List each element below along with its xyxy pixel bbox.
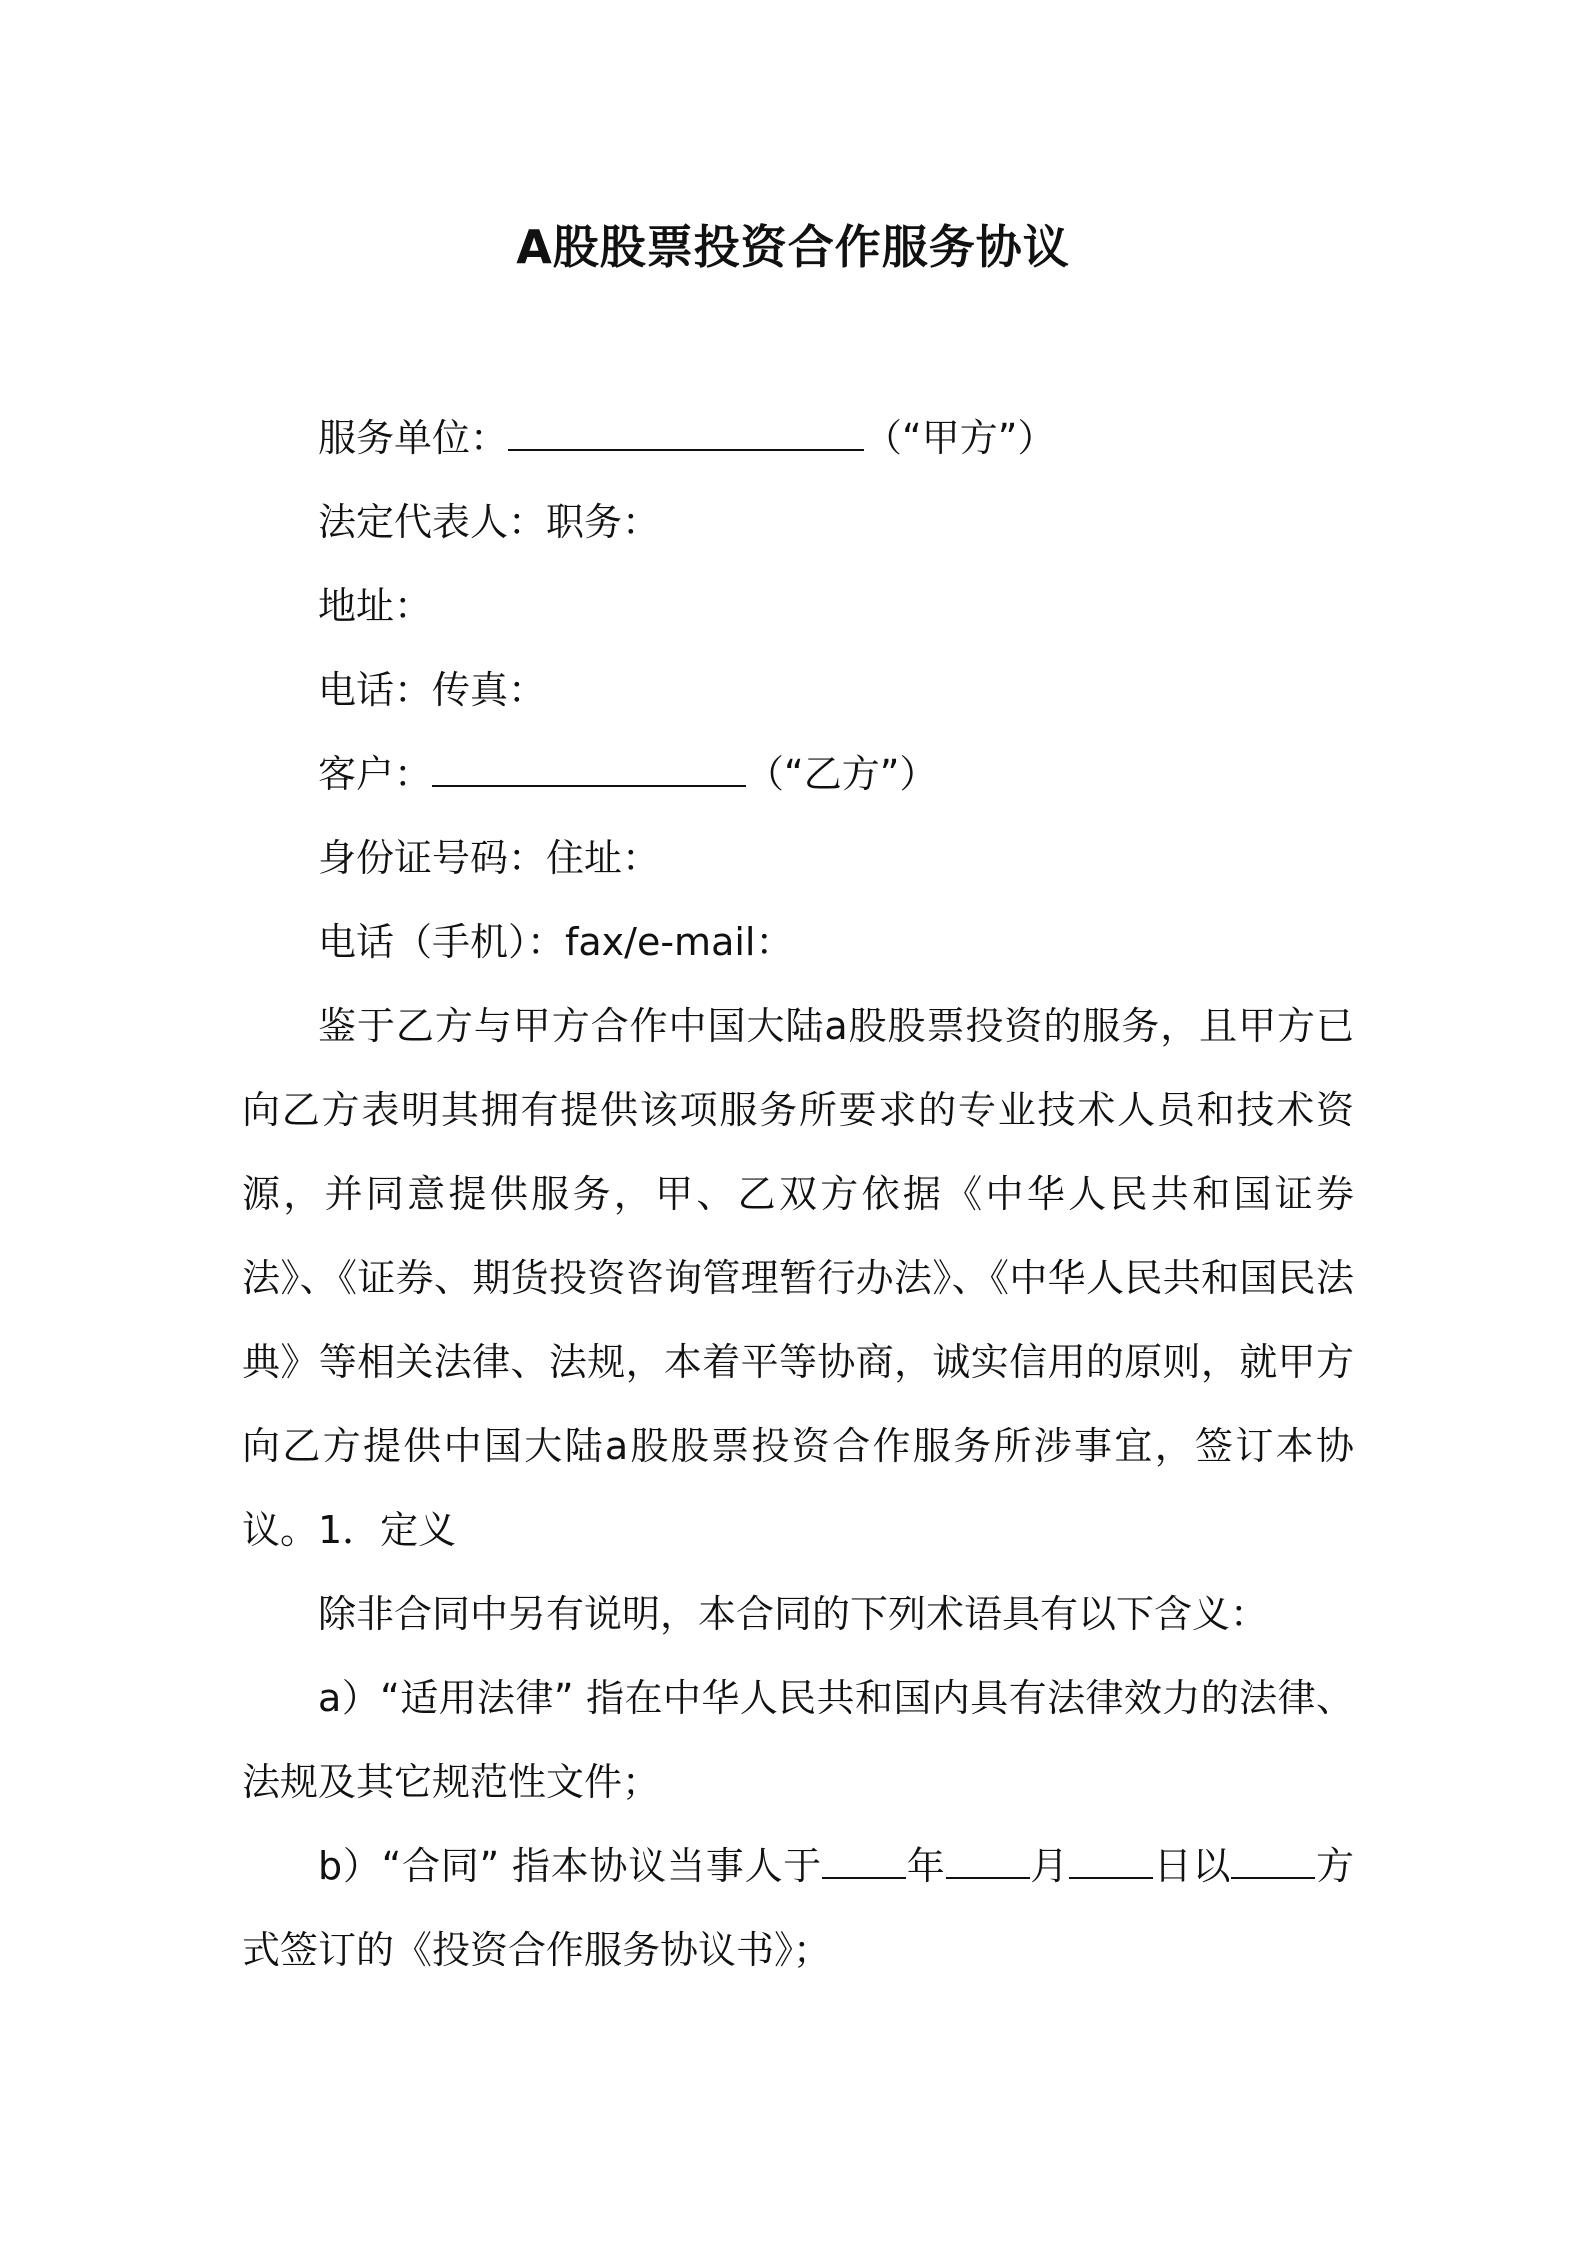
party-b-blank: [432, 751, 746, 787]
phone-fax-line: 电话：传真：: [318, 668, 547, 712]
contact-line: 电话（手机）：fax/e-mail：: [318, 920, 794, 964]
section-1-intro: 除非合同中另有说明，本合同的下列术语具有以下含义：: [318, 1592, 1269, 1636]
year-blank: [822, 1843, 906, 1879]
clause-b-part-3: 月: [1029, 1844, 1069, 1888]
party-b-label: 客户：: [318, 752, 433, 796]
clause-b: [242, 1824, 1354, 1992]
clause-b-part-2: 年: [906, 1844, 946, 1888]
party-b-suffix: （“乙方”）: [746, 752, 938, 796]
day-blank: [1069, 1843, 1153, 1879]
address-line: 地址：: [318, 584, 433, 628]
clause-b-part-4: 日以: [1153, 1844, 1232, 1888]
legal-rep-line: 法定代表人：职务：: [318, 500, 661, 544]
party-a-line: [318, 396, 1055, 480]
method-blank: [1231, 1843, 1315, 1879]
party-a-blank: [508, 415, 864, 451]
clause-b-part-1: b）“合同” 指本协议当事人于: [318, 1844, 822, 1888]
party-b-line: [318, 732, 937, 816]
clause-a: a）“适用法律” 指在中华人民共和国内具有法律效力的法律、法规及其它规范性文件；: [242, 1676, 1354, 1804]
document-title: A股股票投资合作服务协议: [516, 220, 1070, 274]
preamble-paragraph: 鉴于乙方与甲方合作中国大陆a股股票投资的服务，且甲方已向乙方表明其拥有提供该项服务所要求的专业技术人员和技术资源，并同意提供服务，甲、乙双方依据《中华人民共和国证券法》、《证券、期货投资咨询管理暂行办法》、《中华人民共和国民法典》等相关法律、法规，本着平等协商，诚实信用的原则，就甲方向乙方提供中国大陆a股股票投资合作服务所涉事宜，签订本协议。: [242, 1004, 1354, 1552]
month-blank: [946, 1843, 1030, 1879]
party-a-label: 服务单位：: [318, 416, 509, 460]
id-line: 身份证号码：住址：: [318, 836, 661, 880]
clause-b-part-5: 方式签订的《投资合作服务协议书》；: [242, 1844, 1354, 1972]
section-1-heading: 1．定义: [318, 1508, 457, 1552]
party-a-suffix: （“甲方”）: [864, 416, 1056, 460]
